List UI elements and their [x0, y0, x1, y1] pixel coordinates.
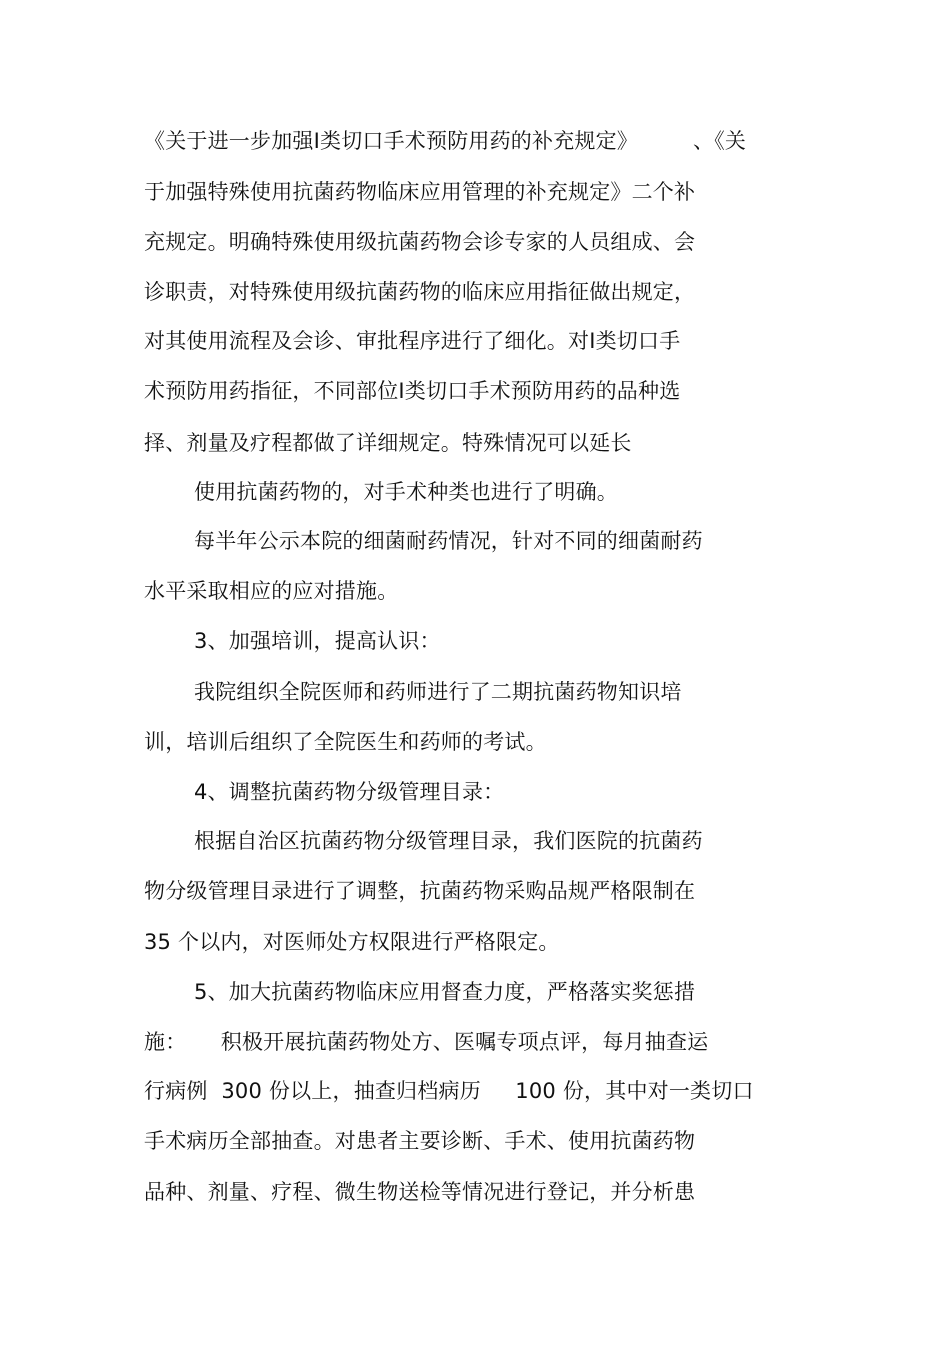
section-heading: 5、加大抗菌药物临床应用督查力度，严格落实奖惩措 — [194, 980, 696, 1004]
text-line: 品种、剂量、疗程、微生物送检等情况进行登记，并分析患 — [144, 1180, 696, 1204]
text-line: 物分级管理目录进行了调整，抗菌药物采购品规严格限制在 — [144, 879, 696, 903]
text-line: 施： 积极开展抗菌药物处方、医嘱专项点评，每月抽查运 — [144, 1030, 709, 1054]
text-line: 手术病历全部抽查。对患者主要诊断、手术、使用抗菌药物 — [144, 1129, 696, 1153]
paragraph-start: 我院组织全院医师和药师进行了二期抗菌药物知识培 — [194, 680, 682, 704]
text-line: 35 个以内，对医师处方权限进行严格限定。 — [144, 930, 560, 954]
text-line: 术预防用药指征，不同部位Ⅰ类切口手术预防用药的品种选 — [144, 379, 681, 403]
text-line: 充规定。明确特殊使用级抗菌药物会诊专家的人员组成、会 — [144, 230, 696, 254]
text-line: 《关于进一步加强Ⅰ类切口手术预防用药的补充规定》 、《关 — [144, 129, 747, 153]
text-line: 于加强特殊使用抗菌药物临床应用管理的补充规定》二个补 — [144, 180, 696, 204]
text-line: 使用抗菌药物的，对手术种类也进行了明确。 — [194, 480, 618, 504]
text-line: 水平采取相应的应对措施。 — [144, 579, 399, 603]
text-line: 对其使用流程及会诊、审批程序进行了细化。对Ⅰ类切口手 — [144, 329, 681, 353]
section-heading: 3、加强培训，提高认识： — [194, 629, 441, 653]
text-line: 训，培训后组织了全院医生和药师的考试。 — [144, 730, 547, 754]
text-line: 择、剂量及疗程都做了详细规定。特殊情况可以延长 — [144, 431, 632, 455]
text-line: 行病例 300 份以上，抽查归档病历 100 份，其中对一类切口 — [144, 1079, 754, 1103]
paragraph-start: 每半年公示本院的细菌耐药情况，针对不同的细菌耐药 — [194, 529, 703, 553]
paragraph-start: 根据自治区抗菌药物分级管理目录，我们医院的抗菌药 — [194, 829, 703, 853]
text-line: 诊职责，对特殊使用级抗菌药物的临床应用指征做出规定， — [144, 280, 696, 304]
section-heading: 4、调整抗菌药物分级管理目录： — [194, 780, 505, 804]
